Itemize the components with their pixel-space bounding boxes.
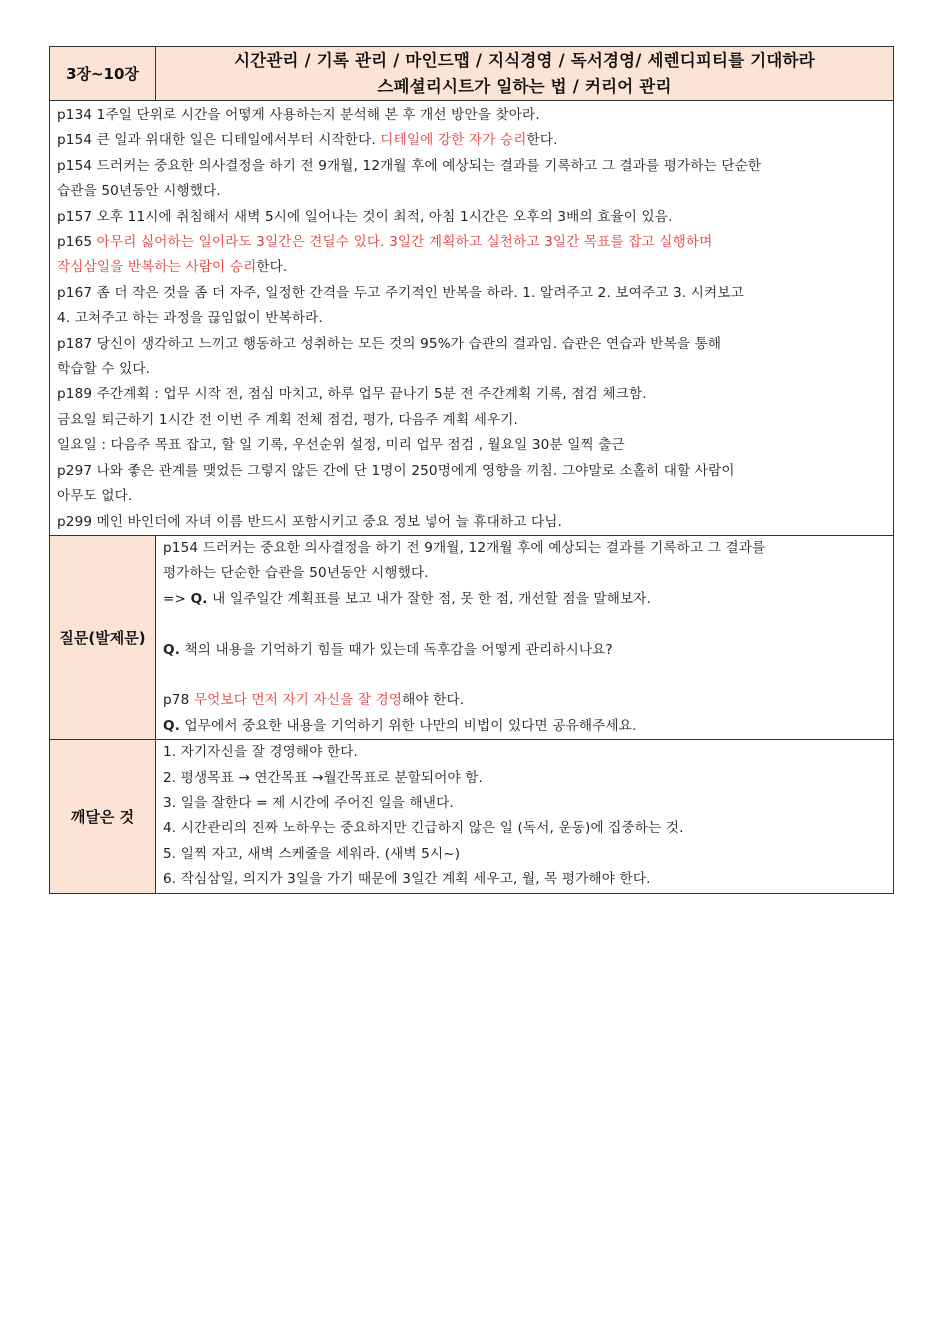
note-line [57,484,887,509]
line-text: 책의 내용을 기억하기 힘들 때가 있는데 독후감을 어떻게 관리하시나요? [180,641,613,658]
line-text: p299 메인 바인더에 자녀 이름 반드시 포함시키고 중요 정보 넣어 늘 휴대하고 다님. [57,513,563,530]
reading-note-table [49,46,894,894]
question-marker: Q. [190,590,208,607]
note-line [57,255,887,280]
line-text: p78 [163,692,194,709]
note-line [57,382,887,407]
line-text: 학습할 수 있다. [57,361,151,378]
line-text: 4. 시간관리의 진짜 노하우는 중요하지만 긴급하지 않은 일 (독서, 운동)에 집중하는 것. [163,820,684,837]
note-line [57,281,887,306]
questions-row [50,535,894,739]
note-line [57,408,887,433]
note-line [57,103,887,128]
realization-line [163,816,887,841]
line-text: p297 나와 좋은 관계를 맺었든 그렇지 않든 간에 단 1명이 250명에게 영향을 끼침. 그야말로 소홀히 대할 사람이 [57,462,735,479]
note-line [57,433,887,458]
header-row [50,47,894,101]
question-line [163,663,887,688]
notes-row [50,101,894,536]
line-text: 1. 자기자신을 잘 경영해야 한다. [163,744,359,761]
line-text: p167 좀 더 작은 것을 좀 더 자주, 일정한 간격을 두고 주기적인 반복을 하라. 1. 알려주고 2. 보여주고 3. 시켜보고 [57,284,744,301]
question-line [163,688,887,713]
note-line [57,154,887,179]
topics-title [156,47,894,101]
realization-line [163,740,887,765]
notes-list [57,103,887,535]
line-text: p165 [57,234,97,251]
line-text: p154 드러커는 중요한 의사결정을 하기 전 9개월, 12개월 후에 예상되는 결과를 기록하고 그 결과를 [163,539,766,556]
highlighted-text: 작심삼일을 반복하는 사람이 승리 [57,259,257,276]
questions-section [156,535,894,739]
line-text: 금요일 퇴근하기 1시간 전 이번 주 계획 전체 점검, 평가, 다음주 계획 세우기. [57,411,519,428]
highlighted-text: 디테일에 강한 자가 승리 [380,132,527,149]
question-line [163,536,887,561]
question-line [163,561,887,586]
topics-line-1: 시간관리 / 기록 관리 / 마인드맵 / 지식경영 / 독서경영/ 세렌디피티를 기대하라 [234,51,815,70]
realization-line [163,766,887,791]
line-text: => [163,590,191,607]
question-line [163,587,887,612]
line-text: p157 오후 11시에 취침해서 새벽 5시에 일어나는 것이 최적, 아침 1시간은 오후의 3배의 효율이 있음. [57,208,673,225]
line-text: 한다. [526,132,558,149]
realization-line [163,867,887,892]
realizations-list [163,740,887,892]
chapter-range: 3장~10장 [50,47,156,101]
line-text: 업무에서 중요한 내용을 기억하기 위한 나만의 비법이 있다면 공유해주세요. [180,717,637,734]
highlighted-text: 무엇보다 먼저 자기 자신을 잘 경영 [193,692,403,709]
line-text: 3. 일을 잘한다 = 제 시간에 주어진 일을 해낸다. [163,794,454,811]
line-text: 아무도 없다. [57,488,133,505]
question-line [163,714,887,739]
line-text: 평가하는 단순한 습관을 50년동안 시행했다. [163,565,429,582]
highlighted-text: 아무리 싫어하는 일이라도 3일간은 견딜수 있다. 3일간 계획하고 실천하고 3일간 목표를 잡고 실행하며 [96,234,713,251]
realizations-label: 깨달은 것 [50,740,156,893]
note-line [57,306,887,331]
note-line [57,332,887,357]
line-text: 4. 고쳐주고 하는 과정을 끊임없이 반복하라. [57,310,323,327]
line-text: p134 1주일 단위로 시간을 어떻게 사용하는지 분석해 본 후 개선 방안을 찾아라. [57,107,540,123]
line-text: 6. 작심삼일, 의지가 3일을 가기 때문에 3일간 계획 세우고, 월, 목 평가해야 한다. [163,871,651,888]
note-line [57,230,887,255]
notes-section [50,101,894,536]
question-line [163,612,887,637]
realizations-section [156,740,894,893]
note-line [57,179,887,204]
line-text: 2. 평생목표 → 연간목표 →월간목표로 분할되어야 함. [163,769,483,786]
line-text: 습관을 50년동안 시행했다. [57,183,221,200]
line-text: 해야 한다. [402,692,465,709]
line-text: 한다. [256,259,288,276]
question-marker: Q. [163,641,181,658]
topics-line-2: 스페셜리시트가 일하는 법 / 커리어 관리 [377,77,672,96]
question-line [163,638,887,663]
note-line [57,459,887,484]
note-line [57,128,887,153]
note-line [57,510,887,535]
questions-list [163,536,887,739]
question-marker: Q. [163,717,181,734]
realization-line [163,791,887,816]
line-text: 5. 일찍 자고, 새벽 스케줄을 세워라. (새벽 5시~) [163,845,461,862]
note-line [57,357,887,382]
line-text: p189 주간계획 : 업무 시작 전, 점심 마치고, 하루 업무 끝나기 5분 전 주간계획 기록, 점검 체크함. [57,386,647,403]
line-text: 일요일 : 다음주 목표 잡고, 할 일 기록, 우선순위 설정, 미리 업무 점검 , 월요일 30분 일찍 출근 [57,437,625,454]
realization-line [163,842,887,867]
line-text: p154 드러커는 중요한 의사결정을 하기 전 9개월, 12개월 후에 예상되는 결과를 기록하고 그 결과를 평가하는 단순한 [57,157,762,174]
line-text: p187 당신이 생각하고 느끼고 행동하고 성취하는 모든 것의 95%가 습관의 결과임. 습관은 연습과 반복을 통해 [57,335,722,352]
realizations-row [50,740,894,893]
line-text: p154 큰 일과 위대한 일은 디테일에서부터 시작한다. [57,132,381,149]
note-line [57,205,887,230]
line-text: 내 일주일간 계획표를 보고 내가 잘한 점, 못 한 점, 개선할 점을 말해보자. [207,590,652,607]
questions-label: 질문(발제문) [50,535,156,739]
